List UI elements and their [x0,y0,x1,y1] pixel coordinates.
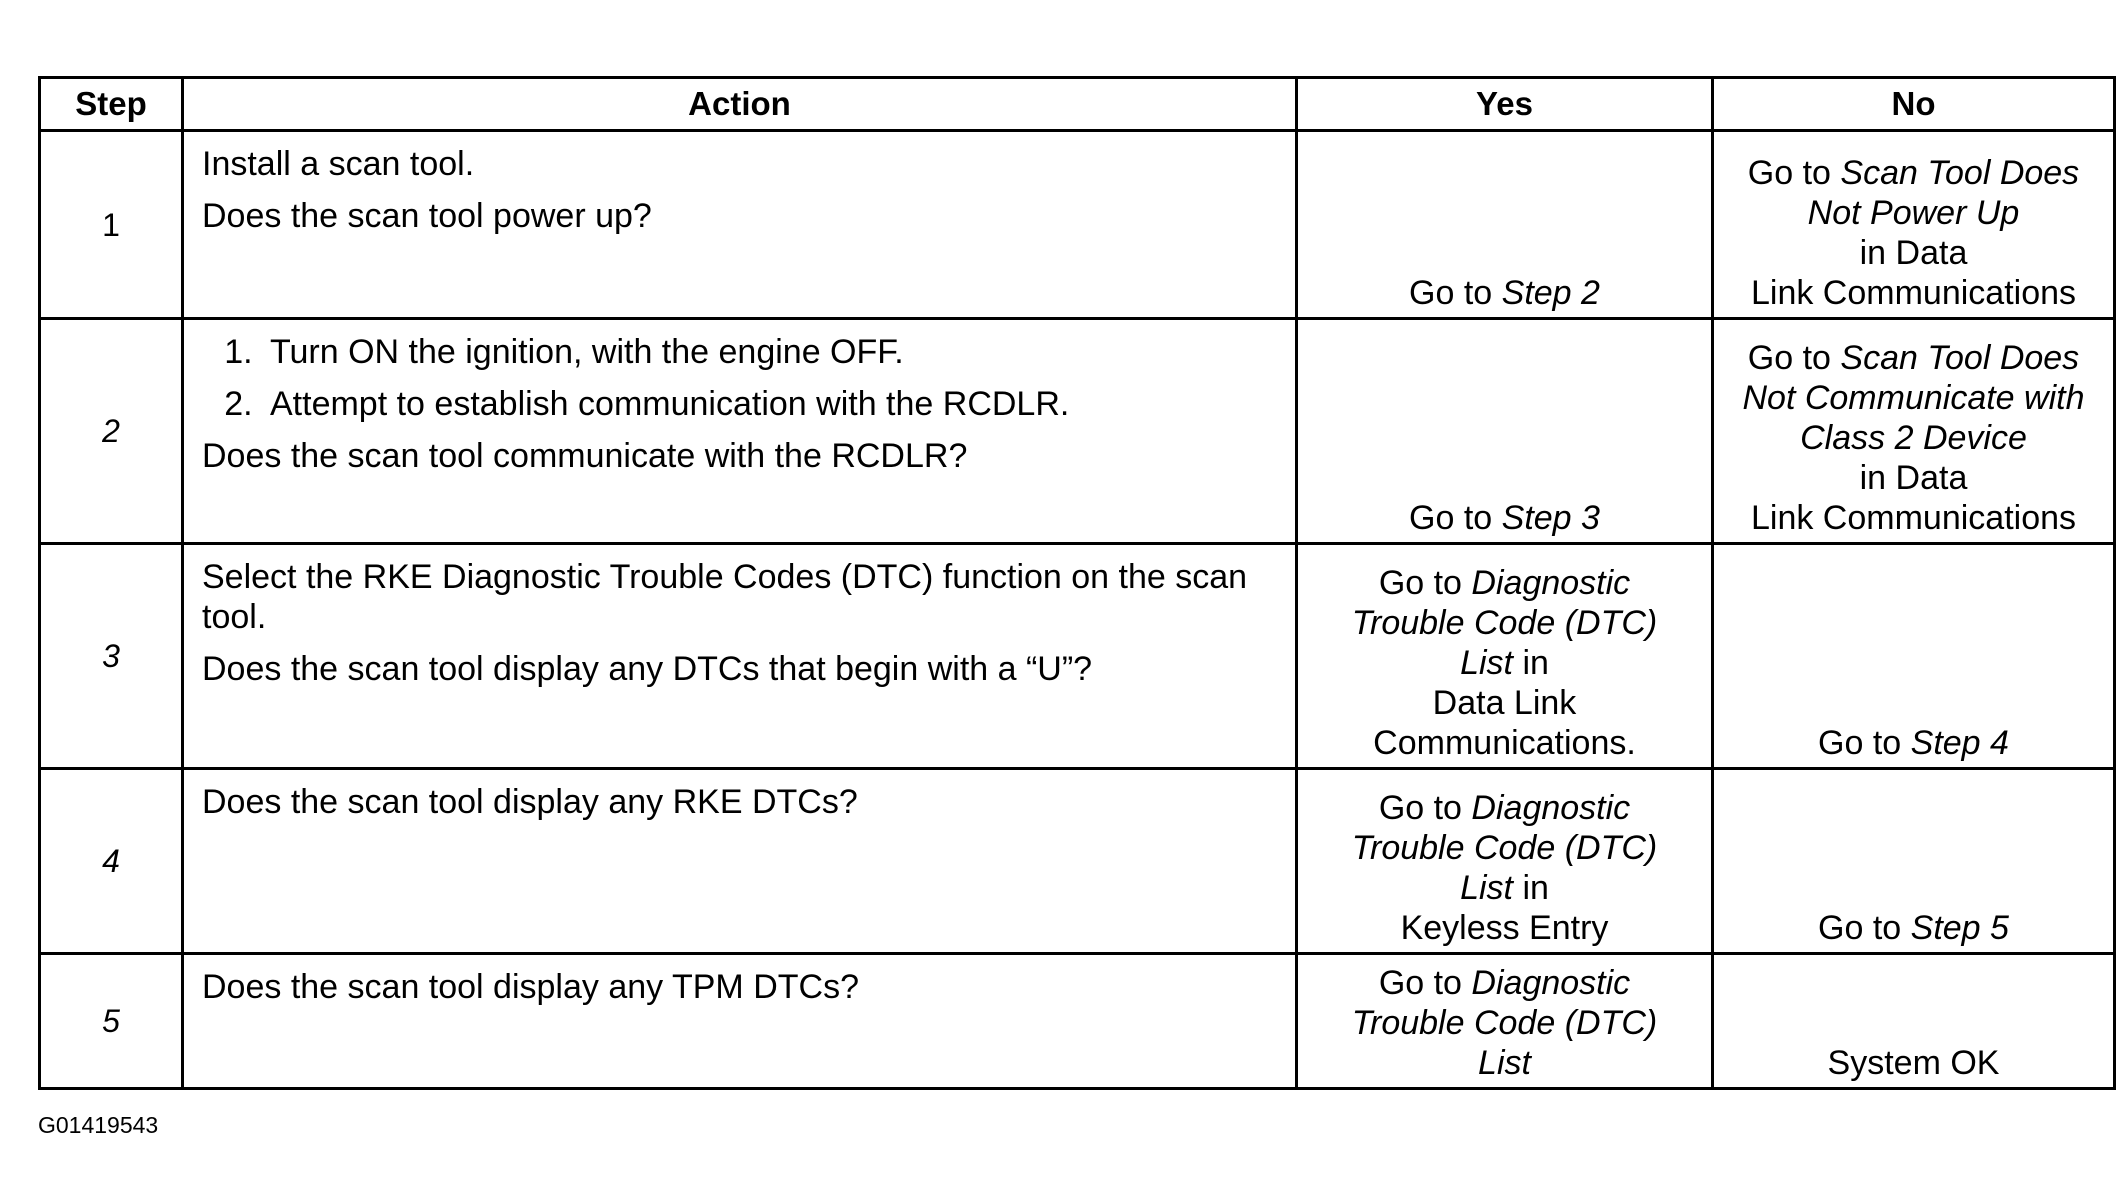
header-action: Action [183,78,1297,131]
action-question: Does the scan tool communicate with the RCDLR? [202,437,968,475]
action-text: Select the RKE Diagnostic Trouble Codes (DTC) function on the scan tool. [202,558,1248,636]
action-question: Does the scan tool display any DTCs that begin with a “U”? [202,650,1093,688]
table-row [40,131,2115,319]
yes-suffix-cont: Data Link [1432,684,1577,722]
action-cell [183,544,1297,769]
yes-link-cont[interactable]: Trouble Code (DTC) [1351,1004,1658,1042]
step-number: 4 [40,769,183,954]
no-cell [1713,954,2115,1089]
yes-link-cont[interactable]: Trouble Code (DTC) [1351,829,1658,867]
header-yes: Yes [1297,78,1713,131]
yes-prefix: Go to [1409,274,1502,312]
table-row [40,319,2115,544]
action-text: Install a scan tool. [202,145,475,183]
action-cell [183,319,1297,544]
no-text: System OK [1827,1044,2000,1082]
yes-prefix: Go to [1378,964,1472,1002]
no-suffix-cont: Link Communications [1750,274,2077,312]
yes-link[interactable]: Diagnostic [1471,564,1631,602]
yes-prefix: Go to [1409,499,1502,537]
no-link-cont[interactable]: Class 2 Device [1800,419,2027,457]
no-link[interactable]: Scan Tool Does [1840,339,2080,377]
yes-step-link[interactable]: Step 2 [1501,274,1600,312]
yes-link[interactable]: Diagnostic [1471,964,1631,1002]
no-prefix: Go to [1818,909,1911,947]
no-cell [1713,319,2115,544]
no-suffix-cont: Link Communications [1750,499,2077,537]
step-number: 1 [40,131,183,319]
no-prefix: Go to [1818,724,1911,762]
no-link-cont[interactable]: Not Communicate with [1742,379,2085,417]
no-prefix: Go to [1747,154,1841,192]
yes-link[interactable]: Diagnostic [1471,789,1631,827]
action-list [202,332,1277,424]
yes-link-cont[interactable]: List [1460,644,1513,682]
no-step-link[interactable]: Step 4 [1910,724,2009,762]
yes-prefix: Go to [1378,789,1472,827]
no-link-cont[interactable]: Not Power Up [1807,194,2020,232]
header-step: Step [40,78,183,131]
no-suffix: in Data [1859,234,1968,272]
table-row [40,769,2115,954]
yes-cell [1297,544,1713,769]
no-prefix: Go to [1747,339,1841,377]
no-step-link[interactable]: Step 5 [1910,909,2009,947]
yes-cell [1297,131,1713,319]
yes-suffix: in [1513,869,1549,907]
no-suffix: in Data [1859,459,1968,497]
action-question: Does the scan tool display any RKE DTCs? [202,783,858,821]
action-question: Does the scan tool power up? [202,197,652,235]
yes-cell [1297,954,1713,1089]
header-row [40,78,2115,131]
action-list-item: 1. Turn ON the ignition, with the engine OFF. [262,332,1277,372]
yes-prefix: Go to [1378,564,1472,602]
action-cell [183,131,1297,319]
action-list-item: 2. Attempt to establish communication with the RCDLR. [262,384,1277,424]
table-row [40,954,2115,1089]
step-number: 2 [40,319,183,544]
yes-link-cont[interactable]: Trouble Code (DTC) [1351,604,1658,642]
yes-suffix-cont: Keyless Entry [1400,909,1609,947]
action-cell [183,954,1297,1089]
step-number: 5 [40,954,183,1089]
yes-link-cont[interactable]: List [1478,1044,1531,1082]
yes-suffix: in [1513,644,1549,682]
no-link[interactable]: Scan Tool Does [1840,154,2080,192]
yes-cell [1297,319,1713,544]
figure-id: G01419543 [38,1112,159,1138]
no-cell [1713,131,2115,319]
yes-step-link[interactable]: Step 3 [1501,499,1600,537]
action-cell [183,769,1297,954]
yes-link-cont[interactable]: List [1460,869,1513,907]
diagnostic-table [38,76,2116,1090]
no-cell [1713,769,2115,954]
action-question: Does the scan tool display any TPM DTCs? [202,968,859,1006]
yes-suffix-cont: Communications. [1373,724,1636,762]
table-row [40,544,2115,769]
step-number: 3 [40,544,183,769]
header-no: No [1713,78,2115,131]
no-cell [1713,544,2115,769]
yes-cell [1297,769,1713,954]
